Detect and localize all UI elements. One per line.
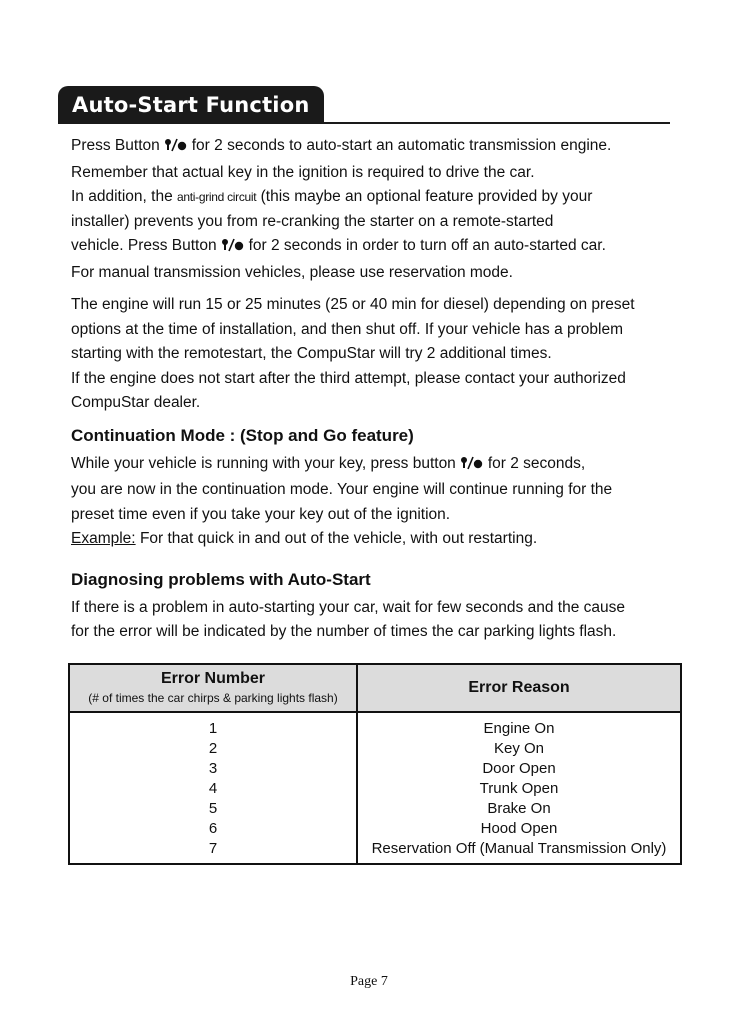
- error-number-column: [69, 712, 357, 864]
- error-reason: Key On: [493, 740, 545, 757]
- error-reason-header: Error Reason: [357, 664, 681, 712]
- error-number: 5: [208, 800, 218, 817]
- continuation-line-3: preset time even if you take your key out of the ignition.: [71, 505, 451, 523]
- error-table: [68, 663, 682, 865]
- page-body: [71, 134, 681, 645]
- intro-line-3: In addition, the anti-grind circuit (this maybe an optional feature provided by your: [71, 188, 593, 205]
- key-power-button-icon: [164, 136, 188, 161]
- key-power-button-icon: [221, 236, 245, 261]
- section-title: Auto-Start Function: [58, 86, 324, 124]
- continuation-line-2: you are now in the continuation mode. Your engine will continue running for the: [71, 481, 613, 498]
- diagnosing-line-2: for the error will be indicated by the number of times the car parking lights flash.: [71, 623, 617, 640]
- error-number-header: Error Number (# of times the car chirps & parking lights flash): [69, 664, 357, 712]
- error-number: 3: [208, 760, 218, 777]
- intro-line-4: installer) prevents you from re-cranking the starter on a remote-started: [71, 212, 554, 230]
- diagnosing-heading: Diagnosing problems with Auto-Start: [71, 569, 371, 589]
- continuation-heading: Continuation Mode : (Stop and Go feature): [71, 425, 414, 445]
- run-line-4: If the engine does not start after the third attempt, please contact your authorized: [71, 369, 626, 387]
- run-line-1: The engine will run 15 or 25 minutes (25 or 40 min for diesel) depending on preset: [71, 296, 635, 313]
- continuation-example: Example: For that quick in and out of the vehicle, with out restarting.: [71, 530, 538, 547]
- diagnosing-line-1: If there is a problem in auto-starting your car, wait for few seconds and the cause: [71, 598, 625, 616]
- key-power-button-icon: [460, 454, 484, 479]
- error-number: 4: [208, 780, 218, 797]
- run-line-2: options at the time of installation, and then shut off. If your vehicle has a problem: [71, 320, 624, 338]
- error-reason: Reservation Off (Manual Transmission Only): [371, 840, 667, 857]
- run-line-5: CompuStar dealer.: [71, 394, 201, 411]
- error-reason: Trunk Open: [479, 780, 559, 797]
- anti-grind-term: anti-grind circuit: [177, 190, 257, 204]
- error-reason: Door Open: [482, 760, 556, 777]
- example-label: Example:: [71, 530, 136, 547]
- page-number: Page 7: [350, 974, 388, 989]
- run-line-3: starting with the remotestart, the CompuStar will try 2 additional times.: [71, 345, 552, 362]
- section-divider: [58, 122, 670, 124]
- intro-line-2: Remember that actual key in the ignition is required to drive the car.: [71, 163, 535, 181]
- error-number: 6: [208, 820, 218, 837]
- intro-line-1: Press Button for 2 seconds to auto-start an automatic transmission engine.: [71, 134, 681, 161]
- error-reason: Engine On: [483, 720, 555, 737]
- intro-line-6: For manual transmission vehicles, please use reservation mode.: [71, 263, 513, 281]
- intro-line-5: vehicle. Press Button for 2 seconds in order to turn off an auto-started car.: [71, 234, 681, 261]
- error-reason: Hood Open: [480, 820, 558, 837]
- error-number: 1: [208, 720, 218, 737]
- error-reason: Brake On: [487, 800, 551, 817]
- error-number: 7: [208, 840, 218, 857]
- continuation-line-1: While your vehicle is running with your key, press button for 2 seconds,: [71, 452, 681, 479]
- error-reason-column: [357, 712, 681, 864]
- table-body-row: [69, 712, 681, 864]
- error-number: 2: [208, 740, 218, 757]
